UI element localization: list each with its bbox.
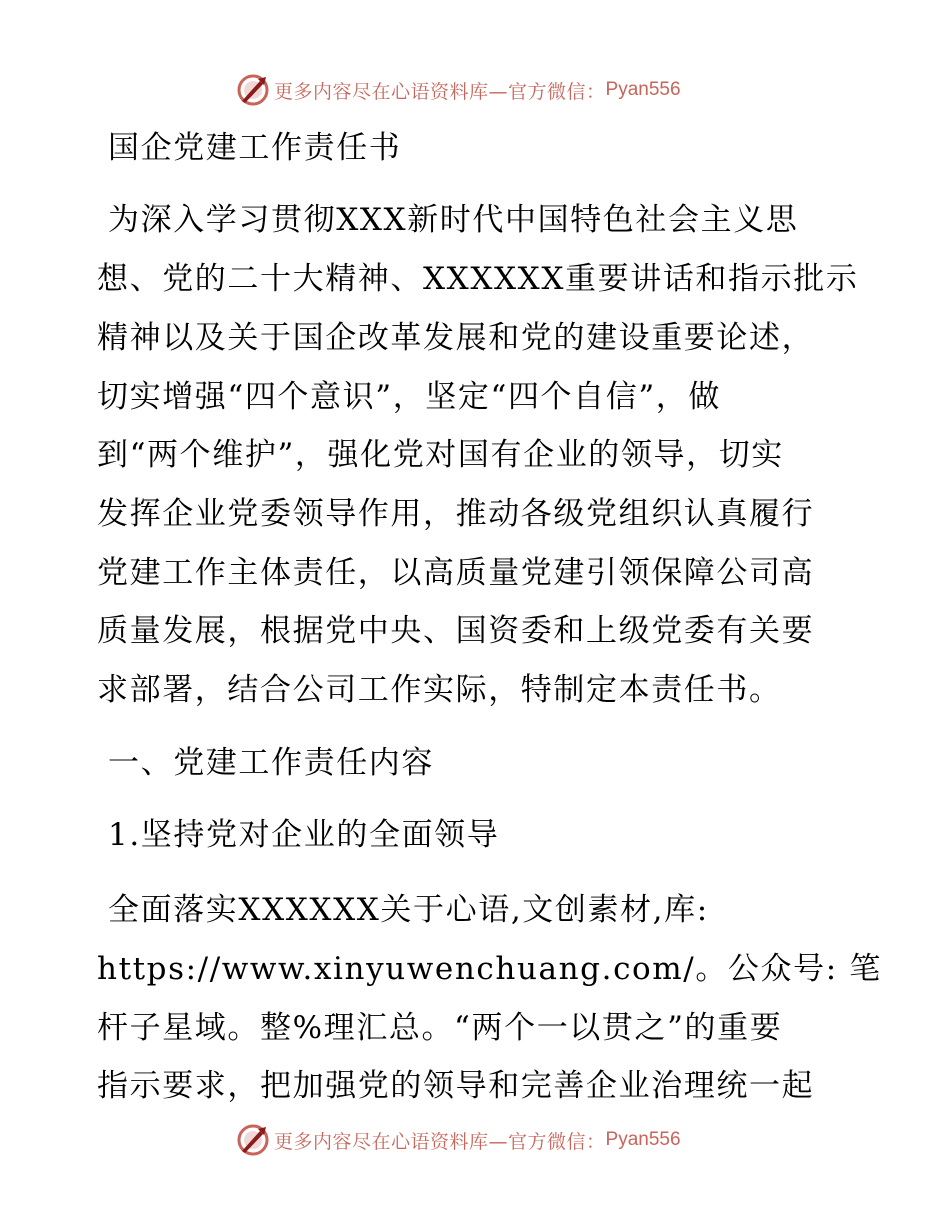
- paragraph-line: 全面落实XXXXXX关于心语,文创素材,库:: [108, 892, 709, 928]
- watermark-id: Pyan556: [605, 1129, 681, 1150]
- watermark-id: Pyan556: [605, 79, 681, 100]
- paragraph-line: 为深入学习贯彻XXX新时代中国特色社会主义思: [108, 202, 799, 238]
- paragraph-line: 切实增强“四个意识”，坚定“四个自信”，做: [97, 379, 721, 415]
- paragraph-line: 精神以及关于国企改革发展和党的建设重要论述，: [97, 320, 815, 356]
- document-title: 国企党建工作责任书: [108, 130, 402, 166]
- header-watermark: [236, 73, 681, 107]
- paragraph-line: 发挥企业党委领导作用，推动各级党组织认真履行: [97, 496, 815, 532]
- paragraph-line: 杆子星域。整%理汇总。“两个一以贯之”的重要: [97, 1010, 783, 1046]
- paragraph-line: 质量发展，根据党中央、国资委和上级党委有关要: [97, 613, 815, 649]
- watermark-text: 更多内容尽在心语资料库—官方微信：: [274, 80, 606, 103]
- paragraph-line: https://www.xinyuwenchuang.com/。公众号: 笔: [97, 951, 882, 987]
- quill-seal-logo-icon: [236, 73, 270, 107]
- paragraph-line: 求部署，结合公司工作实际，特制定本责任书。: [97, 672, 782, 708]
- footer-watermark: [236, 1123, 681, 1157]
- watermark-text: 更多内容尽在心语资料库—官方微信：: [274, 1130, 606, 1153]
- paragraph-line: 党建工作主体责任，以高质量党建引领保障公司高: [97, 555, 815, 591]
- section-heading: 一、党建工作责任内容: [108, 745, 434, 781]
- quill-seal-logo-icon: [236, 1123, 270, 1157]
- paragraph-line: 想、党的二十大精神、XXXXXX重要讲话和指示批示: [97, 261, 859, 297]
- paragraph-line: 指示要求，把加强党的领导和完善企业治理统一起: [97, 1068, 815, 1104]
- subsection-heading: 1.坚持党对企业的全面领导: [108, 817, 500, 853]
- paragraph-line: 到“两个维护”，强化党对国有企业的领导，切实: [97, 437, 784, 473]
